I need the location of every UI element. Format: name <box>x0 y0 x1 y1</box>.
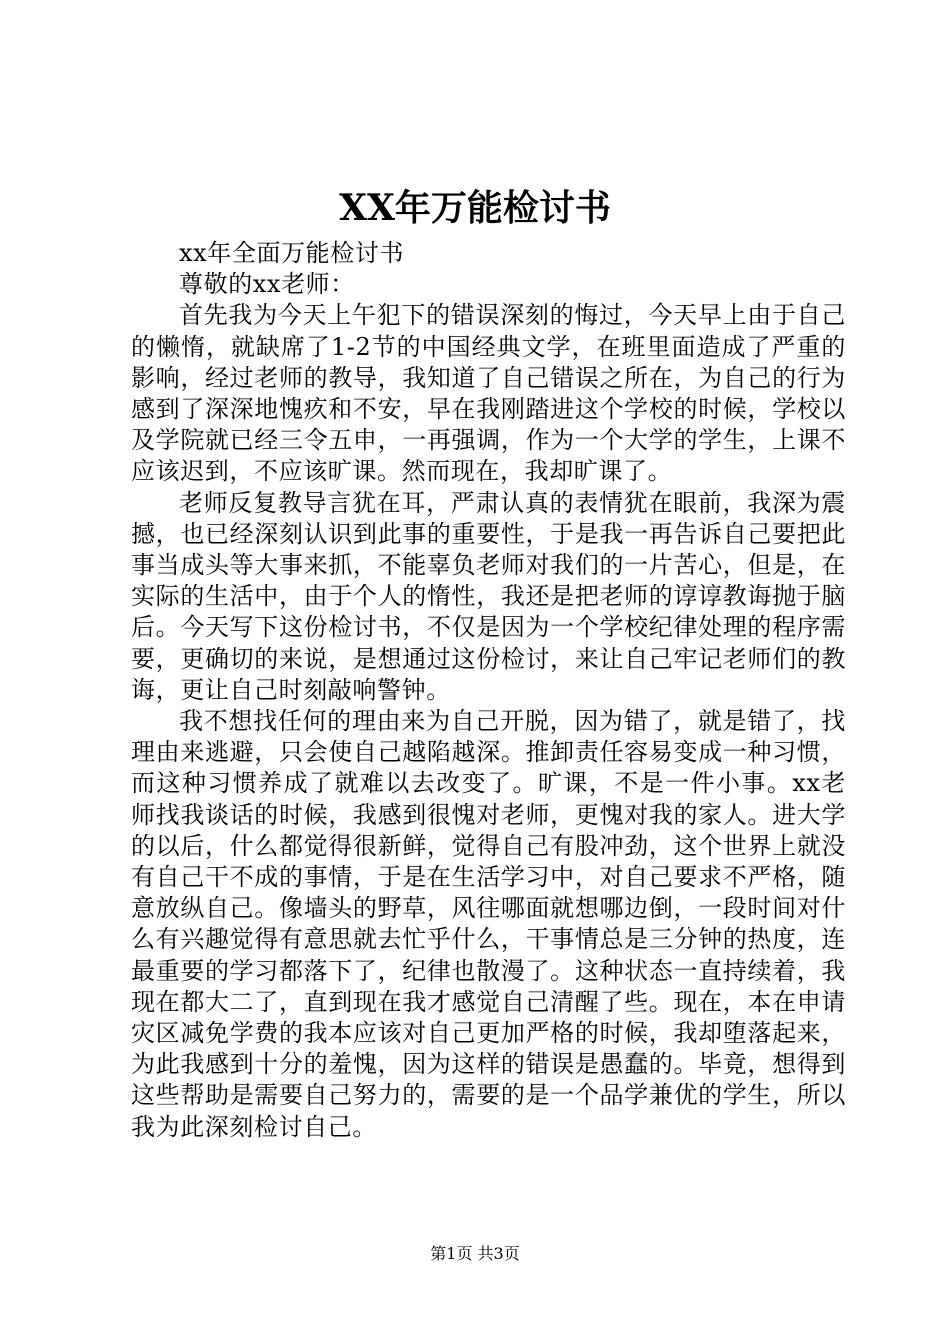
document-body <box>131 238 846 1143</box>
page-footer: 第1页 共3页 <box>430 1244 520 1263</box>
paragraph-3: 我不想找任何的理由来为自己开脱，因为错了，就是错了，找理由来逃避，只会使自己越陷越深。推卸责任容易变成一种习惯，而这种习惯养成了就难以去改变了。旷课，不是一件小事。xx老师找我谈话的时候，我感到很愧对老师，更愧对我的家人。进大学的以后，什么都觉得很新鲜，觉得自己有股冲劲，这个世界上就没有自己干不成的事情，于是在生活学习中，对自己要求不严格，随意放纵自己。像墙头的野草，风往哪面就想哪边倒，一段时间对什么有兴趣觉得有意思就去忙乎什么，干事情总是三分钟的热度，连最重要的学习都落下了，纪律也散漫了。这种状态一直持续着，我现在都大二了，直到现在我才感觉自己清醒了些。现在，本在申请灾区减免学费的我本应该对自己更加严格的时候，我却堕落起来，为此我感到十分的羞愧，因为这样的错误是愚蠢的。毕竟，想得到这些帮助是需要自己努力的，需要的是一个品学兼优的学生，所以我为此深刻检讨自己。 <box>131 707 846 1141</box>
paragraph-2: 老师反复教导言犹在耳，严肃认真的表情犹在眼前，我深为震撼，也已经深刻认识到此事的重要性，于是我一再告诉自己要把此事当成头等大事来抓，不能辜负老师对我们的一片苦心，但是，在实际的生活中，由于个人的惰性，我还是把老师的谆谆教诲抛于脑后。今天写下这份检讨书，不仅是因为一个学校纪律处理的程序需要，更确切的来说，是想通过这份检讨，来让自己牢记老师们的教诲，更让自己时刻敲响警钟。 <box>131 488 846 704</box>
document-subtitle: xx年全面万能检讨书 <box>179 239 405 267</box>
document-title: XX年万能检讨书 <box>339 187 611 229</box>
paragraph-1: 首先我为今天上午犯下的错误深刻的悔过，今天早上由于自己的懒惰，就缺席了1-2节的中国经典文学，在班里面造成了严重的影响，经过老师的教导，我知道了自己错误之所在，为自己的行为感到了深深地愧疚和不安，早在我刚踏进这个学校的时候，学校以及学院就已经三令五申，一再强调，作为一个大学的学生，上课不应该迟到，不应该旷课。然而现在，我却旷课了。 <box>131 301 846 486</box>
salutation: 尊敬的xx老师： <box>179 270 355 299</box>
